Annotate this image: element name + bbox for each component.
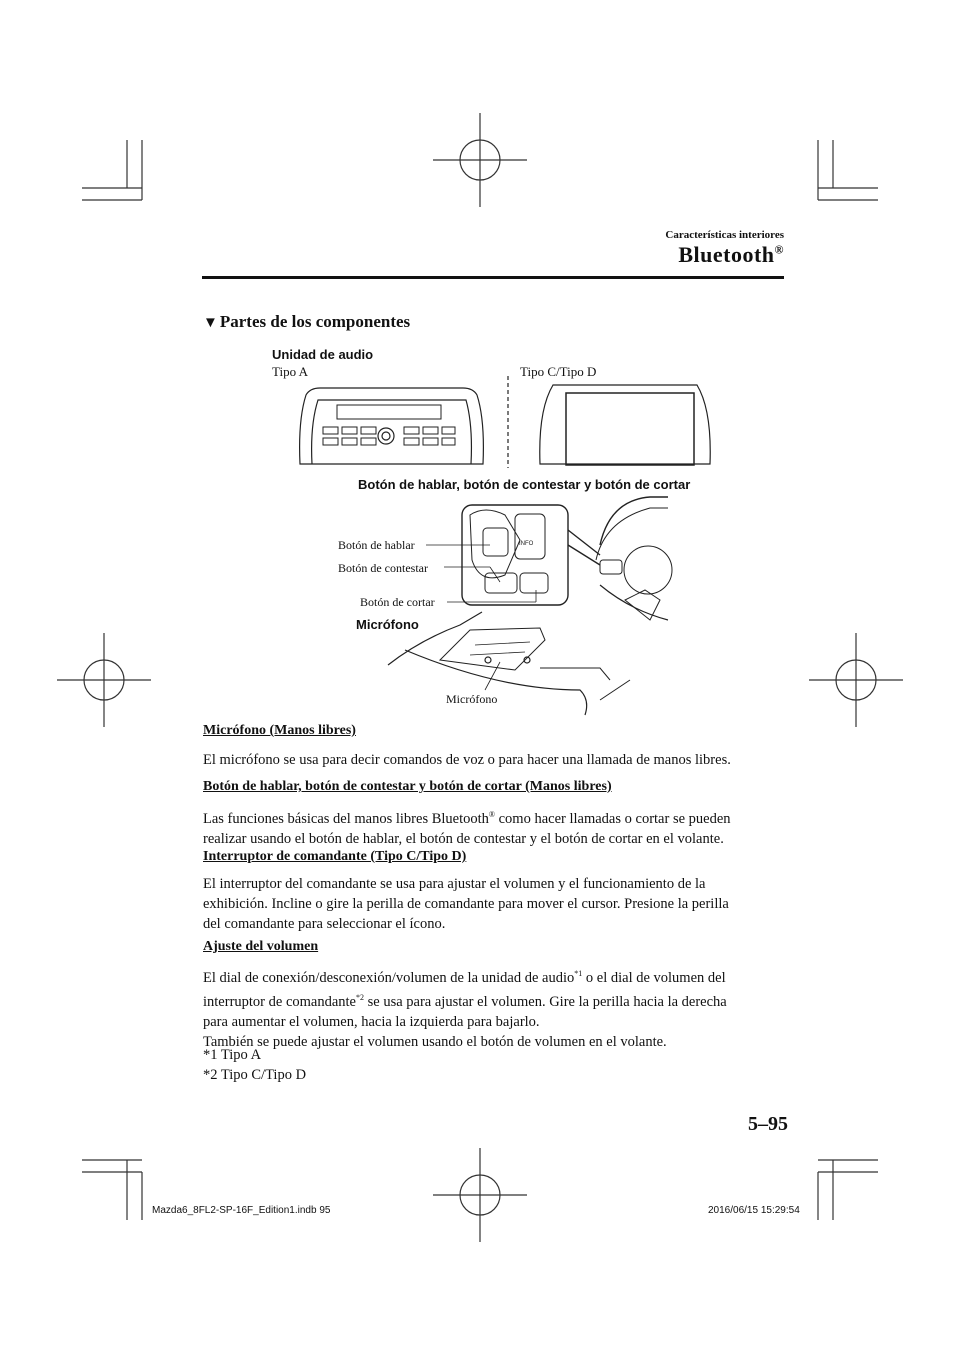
print-file-name: Mazda6_8FL2-SP-16F_Edition1.indb 95 (152, 1205, 331, 1216)
overhead-console (388, 612, 482, 665)
talk-button-label: Botón de hablar (338, 538, 415, 552)
type-cd-label: Tipo C/Tipo D (520, 364, 597, 379)
info-button-label: INFO (519, 541, 534, 547)
print-timestamp: 2016/06/15 15:29:54 (708, 1205, 800, 1216)
paragraph-buttons-text-b: como hacer llamadas o cortar se pueden (495, 810, 731, 827)
subheading-buttons: Botón de hablar, botón de contestar y botón de cortar (Manos libres) (203, 779, 612, 794)
footnote-1: *1 Tipo A (203, 1047, 262, 1063)
audio-unit-title: Unidad de audio (272, 347, 374, 362)
paragraph-microphone: El micrófono se usa para decir comandos de voz o para hacer una llamada de manos libres. (203, 752, 731, 768)
paragraph-commander (203, 874, 788, 934)
subheading-commander: Interruptor de comandante (Tipo C/Tipo D) (203, 849, 467, 864)
section-heading-text: Partes de los componentes (219, 312, 411, 331)
type-a-label: Tipo A (272, 364, 309, 379)
microphone-icon (485, 657, 491, 663)
registered-mark: ® (488, 810, 495, 819)
subheading-volume: Ajuste del volumen (203, 939, 319, 954)
paragraph-volume-line-1b: o el dial de volumen del (582, 969, 726, 986)
paragraph-volume-line-2b: se usa para ajustar el volumen. Gire la perilla hacia la derecha (364, 993, 727, 1010)
footnote-ref-1: *1 (574, 969, 583, 978)
answer-button-label: Botón de contestar (338, 561, 428, 575)
paragraph-buttons-text-a: Las funciones básicas del manos libres Bluetooth (203, 810, 489, 827)
buttons-title: Botón de hablar, botón de contestar y botón de cortar (358, 477, 691, 492)
paragraph-buttons (203, 805, 788, 849)
paragraph-buttons-text-c: realizar usando el botón de hablar, el botón de contestar y el botón de cortar en el volante. (203, 830, 724, 847)
subheading-microphone: Micrófono (Manos libres) (203, 723, 356, 738)
footnote-2: *2 Tipo C/Tipo D (203, 1067, 307, 1083)
section-header: Características interiores (665, 229, 784, 241)
paragraph-volume-line-3: para aumentar el volumen, hacia la izquierda para bajarlo. (203, 1013, 540, 1030)
paragraph-commander-line-2: exhibición. Incline o gire la perilla de comandante para mover el cursor. Presione la perilla (203, 896, 729, 912)
registered-mark: ® (774, 242, 784, 257)
paragraph-commander-line-1: El interruptor del comandante se usa para ajustar el volumen y el funcionamiento de la (203, 876, 706, 892)
hangup-button-label: Botón de cortar (360, 595, 435, 609)
steering-wheel (600, 497, 668, 545)
paragraph-volume (203, 964, 788, 1052)
page-number: 5–95 (748, 1113, 788, 1135)
triangle-marker-icon: ▼ (203, 315, 218, 331)
mic-title: Micrófono (356, 617, 419, 632)
paragraph-volume-line-1a: El dial de conexión/desconexión/volumen de la unidad de audio (203, 969, 575, 986)
chapter-title-text: Bluetooth (678, 242, 775, 267)
paragraph-volume-line-2a: interruptor de comandante (203, 993, 356, 1010)
volume-dial-icon (378, 428, 394, 444)
paragraph-volume-line-4: También se puede ajustar el volumen usando el botón de volumen en el volante. (203, 1033, 667, 1050)
mic-label: Micrófono (446, 692, 498, 706)
footnote-ref-2: *2 (356, 992, 364, 1002)
paragraph-commander-line-3: del comandante para seleccionar el ícono. (203, 916, 446, 932)
